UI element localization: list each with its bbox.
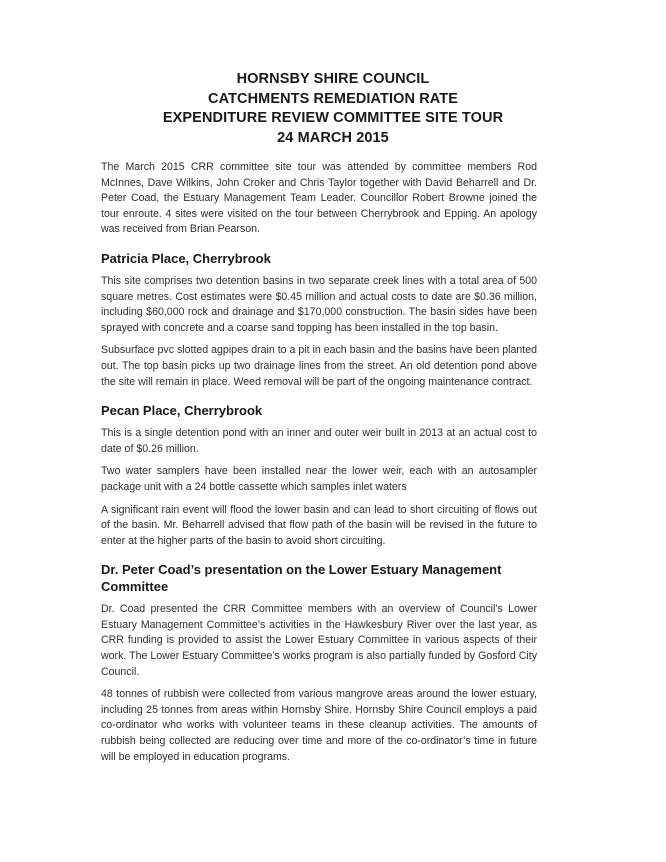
pecan-place-paragraph-2: Two water samplers have been installed near the lower weir, each with an autosampler package unit with a 24 bottle cassette which samples inlet waters <box>101 465 537 493</box>
pecan-place-paragraph-1: This is a single detention pond with an inner and outer weir built in 2013 at an actual cost to date of $0.26 million. <box>101 427 537 455</box>
patricia-place-paragraph-1: This site comprises two detention basins in two separate creek lines with a total area of 500 square metres. Cost estimates were $0.45 million and actual costs to date are $0.36 million, including $60,000 rock and drainage and $170,000 construction. The basin sides have been sprayed with concrete and a coarse sand topping has been installed in the top basin. <box>101 274 537 334</box>
section-heading-presentation: Dr. Peter Coad’s presentation on the Lower Estuary Management Committee <box>101 562 502 595</box>
patricia-place-paragraph-2: Subsurface pvc slotted agpipes drain to a pit in each basin and the basins have been planted out. The top basin picks up two drainage lines from the street. An old detention pond above the site will remain in place. Weed removal will be part of the ongoing maintenance contract. <box>101 344 537 388</box>
section-heading-patricia-place: Patricia Place, Cherrybrook <box>101 250 271 266</box>
pecan-place-paragraph-3: A significant rain event will flood the lower basin and can lead to short circuiting of flows out of the basin. Mr. Beharrell advised that flow path of the basin will be revised in the future to enter at the higher parts of the basin to avoid short circuiting. <box>101 503 537 547</box>
document-title <box>0 70 666 148</box>
section-heading-pecan-place: Pecan Place, Cherrybrook <box>101 403 263 419</box>
presentation-paragraph-2: 48 tonnes of rubbish were collected from various mangrove areas around the lower estuary, including 25 tonnes from areas within Hornsby Shire. Hornsby Shire Council employs a paid co-ordinator who works with volunteer teams in these cleanup activities. The amounts of rubbish being collected are reducing over time and more of the co-ordinator’s time in future will be employed in education programs. <box>101 688 537 763</box>
presentation-paragraph-1: Dr. Coad presented the CRR Committee members with an overview of Council’s Lower Estuary Management Committee’s activities in the Hawkesbury River over the last year, as CRR funding is provided to assist the Lower Estuary Committee in various aspects of their work. The Lower Estuary Committee’s works program is also partially funded by Gosford City Council. <box>101 603 537 678</box>
intro-paragraph: The March 2015 CRR committee site tour was attended by committee members Rod McInnes, Dave Wilkins, John Croker and Chris Taylor together with David Beharrell and Dr. Peter Coad, the Estuary Management Team Leader. Councillor Robert Browne joined the tour enroute. 4 sites were visited on the tour between Cherrybrook and Epping. An apology was received from Brian Pearson. <box>101 161 537 236</box>
title-committee: EXPENDITURE REVIEW COMMITTEE SITE TOUR <box>162 110 504 126</box>
title-council: HORNSBY SHIRE COUNCIL <box>236 71 430 87</box>
title-rate: CATCHMENTS REMEDIATION RATE <box>208 90 458 107</box>
document-body <box>101 160 537 772</box>
title-date: 24 MARCH 2015 <box>277 129 389 146</box>
